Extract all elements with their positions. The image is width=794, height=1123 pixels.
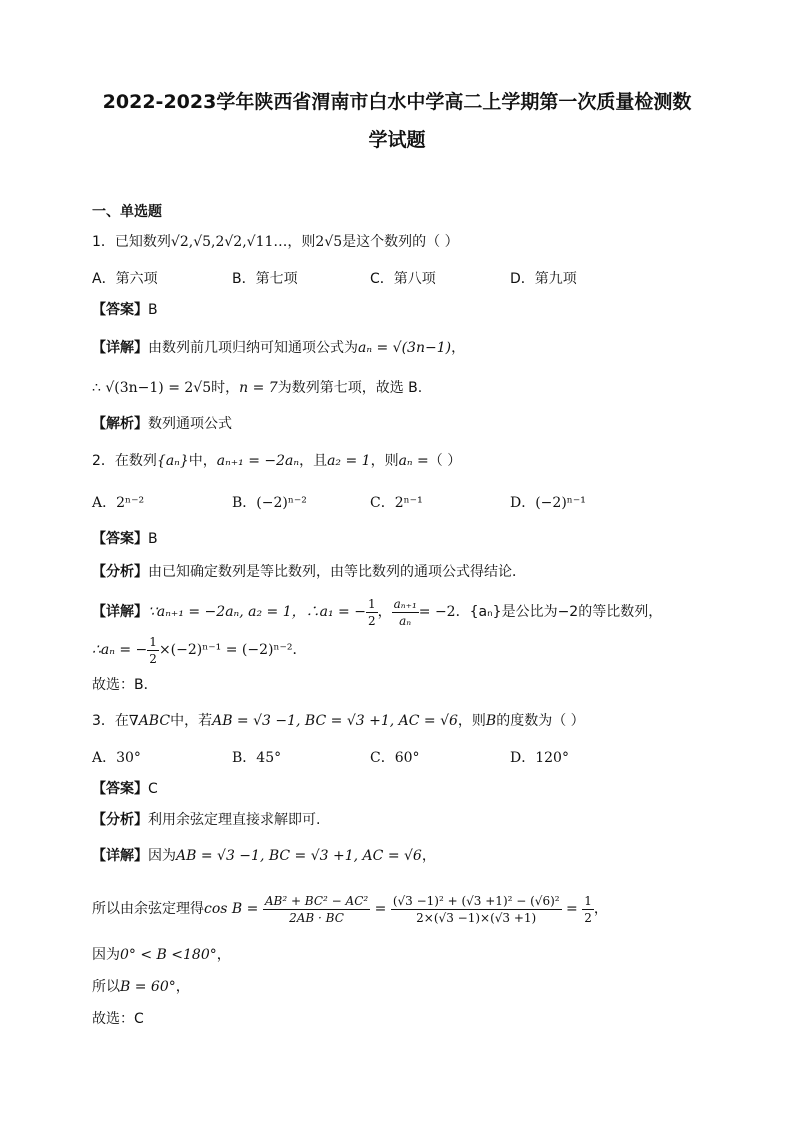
fraction-numerator: 1 — [584, 893, 592, 908]
question-text: 的度数为（ ） — [496, 713, 585, 729]
analysis-tag: 【分析】 — [92, 812, 148, 828]
question-1 — [92, 231, 459, 253]
doc-title-line1: 2022-2023学年陕西省渭南市白水中学高二上学期第一次质量检测数 — [102, 91, 692, 113]
detail-text: 因为 — [148, 848, 176, 864]
fraction-numerator: 1 — [149, 634, 157, 649]
detail-line — [92, 845, 436, 867]
question-number: 1． — [92, 234, 115, 250]
question-number: 2． — [92, 453, 115, 469]
doc-title-line2: 学试题 — [368, 129, 426, 151]
question-text: ，且 — [299, 453, 328, 469]
option-d: D．120° — [510, 750, 569, 766]
math-formula: AB = √3 −1, BC = √3 +1, AC = √6 — [212, 713, 458, 729]
question-3 — [92, 710, 585, 732]
final-line: 故选：B． — [92, 677, 158, 693]
fraction-denominator: 2×(√3 −1)×(√3 +1) — [416, 910, 537, 925]
answer-value: C — [148, 781, 158, 797]
answer-tag: 【答案】 — [92, 531, 148, 547]
fraction-denominator: aₙ — [399, 613, 412, 628]
option-a: A．30° — [92, 750, 141, 766]
option-b: B．第七项 — [232, 271, 298, 287]
answer-tag: 【答案】 — [92, 781, 148, 797]
detail-line — [92, 944, 231, 966]
detail-text: 所以 — [92, 979, 120, 995]
answer-line — [92, 528, 158, 550]
fraction-denominator: 2 — [584, 910, 592, 925]
math-formula: 0° < B <180° — [120, 947, 217, 963]
detail-text: ， — [593, 901, 608, 917]
detail-line — [92, 976, 190, 998]
detail-tag: 【详解】 — [92, 340, 148, 356]
detail-text: ， — [216, 947, 231, 963]
detail-text: 为数列第七项，故选 B. — [277, 380, 423, 396]
question-text: （ ） — [428, 453, 462, 469]
question-text: 在 — [114, 713, 129, 729]
analysis-tag: 【解析】 — [92, 416, 148, 432]
option-a: A．2ⁿ⁻² — [92, 495, 145, 511]
option-b: B．(−2)ⁿ⁻² — [232, 495, 307, 511]
detail-text: 时， — [211, 380, 240, 396]
option-a: A．第六项 — [92, 271, 158, 287]
detail-text: ， — [451, 340, 466, 356]
math-formula: aₙ₊₁ = −2aₙ — [216, 453, 300, 469]
option-c: C．第八项 — [370, 271, 436, 287]
math-formula: AB = √3 −1, BC = √3 +1, AC = √6 — [176, 848, 422, 864]
fraction-numerator: (√3 −1)² + (√3 +1)² − (√6)² — [392, 893, 560, 908]
fraction — [147, 634, 159, 667]
detail-text: 因为 — [92, 947, 120, 963]
detail-text: ．{aₙ}是公比为−2的等比数列， — [455, 604, 663, 620]
answer-value: B — [148, 531, 158, 547]
math-formula: n = 7 — [239, 380, 278, 396]
detail-text: 由数列前几项归纳可知通项公式为 — [148, 340, 358, 356]
detail-line — [92, 337, 465, 359]
fraction-denominator: 2 — [367, 613, 376, 628]
option-d: D．第九项 — [510, 271, 577, 287]
fraction-numerator: 1 — [367, 596, 376, 611]
question-text: 中，若 — [170, 713, 213, 729]
detail-text: 所以由余弦定理得 — [92, 901, 204, 917]
question-text: ，则 — [370, 453, 399, 469]
detail-line — [92, 377, 422, 399]
math-formula: aₙ = √(3n−1) — [358, 340, 452, 356]
question-text: ，则 — [287, 234, 316, 250]
math-formula: a₂ = 1 — [327, 453, 371, 469]
analysis-text: 数列通项公式 — [148, 416, 232, 432]
option-c: C．2ⁿ⁻¹ — [370, 495, 423, 511]
math-formula: B = 60° — [120, 979, 176, 995]
analysis-line — [92, 809, 320, 831]
analysis-line — [92, 561, 526, 583]
math-formula: ，∴a₁ = − — [291, 604, 366, 620]
fraction — [391, 893, 562, 926]
math-formula: = −2 — [418, 604, 456, 620]
question-text: 是这个数列的（ ） — [342, 234, 459, 250]
fraction — [263, 893, 370, 926]
question-2 — [92, 450, 461, 472]
analysis-text: 由已知确定数列是等比数列，由等比数列的通项公式得结论． — [148, 564, 526, 580]
math-target: 2√5 — [315, 234, 343, 250]
detail-text: ． — [292, 642, 307, 658]
fraction-denominator: 2AB · BC — [289, 910, 344, 925]
question-text: 中， — [188, 453, 217, 469]
math-triangle: ∇ABC — [128, 713, 171, 729]
analysis-text: 利用余弦定理直接求解即可. — [148, 812, 321, 828]
fraction-denominator: 2 — [149, 651, 157, 666]
detail-line — [92, 633, 307, 667]
question-text: 已知数列 — [114, 234, 171, 250]
final-line: 故选：C — [92, 1011, 144, 1027]
detail-text: ， — [175, 979, 190, 995]
math-formula: cos B = — [204, 901, 259, 917]
detail-line — [92, 595, 662, 629]
fraction — [366, 596, 378, 629]
math-sequence: √2,√5,2√2,√11… — [170, 234, 288, 250]
answer-value: B — [148, 302, 158, 318]
math-angle: B — [485, 713, 497, 729]
detail-line — [92, 890, 608, 928]
math-sequence: {aₙ} — [156, 453, 189, 469]
fraction — [582, 893, 594, 926]
equals-sign: = — [566, 901, 578, 917]
question-text: 在数列 — [114, 453, 157, 469]
question-number: 3． — [92, 713, 115, 729]
answer-tag: 【答案】 — [92, 302, 148, 318]
math-formula: ∴aₙ = − — [92, 642, 148, 658]
section-heading: 一、单选题 — [92, 204, 162, 220]
option-b: B．45° — [232, 750, 282, 766]
math-formula: aₙ = — [398, 453, 429, 469]
detail-text: ， — [421, 848, 436, 864]
fraction-numerator: AB² + BC² − AC² — [264, 893, 369, 908]
answer-line — [92, 778, 158, 800]
fraction — [392, 596, 419, 629]
detail-tag: 【详解】 — [92, 848, 148, 864]
math-formula: ×(−2)ⁿ⁻¹ = (−2)ⁿ⁻² — [158, 642, 293, 658]
answer-line — [92, 299, 158, 321]
option-d: D．(−2)ⁿ⁻¹ — [510, 495, 586, 511]
equals-sign: = — [374, 901, 387, 917]
question-text: ，则 — [457, 713, 486, 729]
detail-tag: 【详解】 — [92, 604, 148, 620]
math-formula: ∴ √(3n−1) = 2√5 — [92, 380, 212, 396]
fraction-numerator: aₙ₊₁ — [393, 596, 417, 611]
detail-text: ， — [377, 604, 392, 620]
math-formula: ∵aₙ₊₁ = −2aₙ, a₂ = 1 — [148, 604, 292, 620]
analysis-line — [92, 413, 232, 435]
analysis-tag: 【分析】 — [92, 564, 148, 580]
option-c: C．60° — [370, 750, 420, 766]
